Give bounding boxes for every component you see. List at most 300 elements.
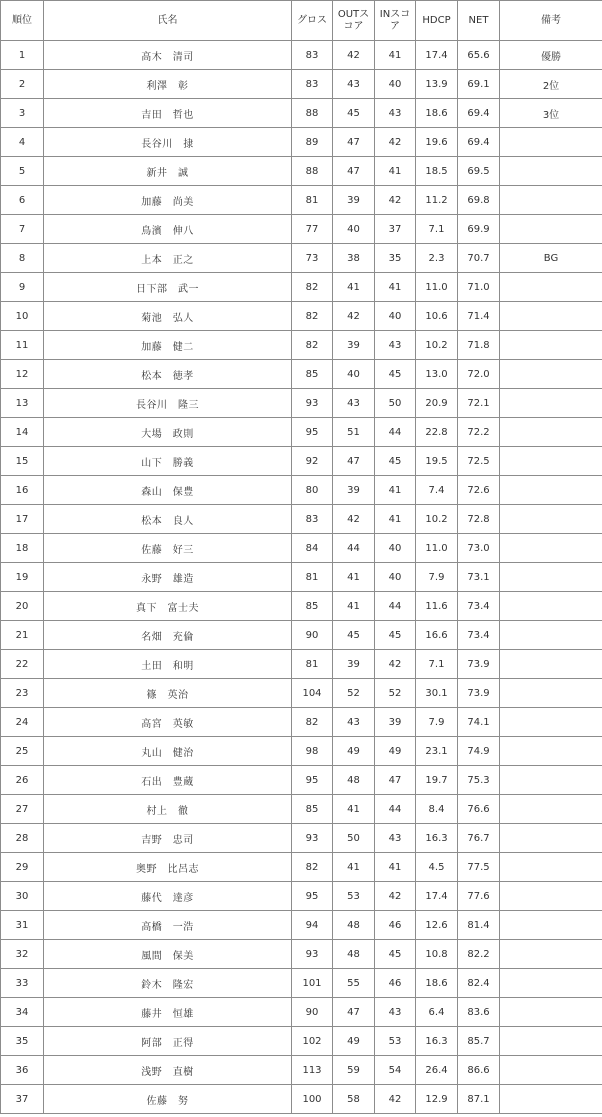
cell-hdcp: 18.6 — [416, 969, 458, 998]
cell-in-score: 47 — [375, 766, 416, 795]
cell-out-score: 47 — [333, 128, 375, 157]
cell-out-score: 47 — [333, 447, 375, 476]
table-row — [1, 331, 602, 360]
cell-note — [500, 273, 602, 302]
cell-hdcp: 7.1 — [416, 215, 458, 244]
cell-net: 70.7 — [458, 244, 500, 273]
cell-name: 佐藤 好三 — [44, 534, 292, 563]
cell-name: 丸山 健治 — [44, 737, 292, 766]
cell-out-score: 41 — [333, 563, 375, 592]
cell-rank: 21 — [1, 621, 44, 650]
cell-hdcp: 22.8 — [416, 418, 458, 447]
cell-net: 87.1 — [458, 1085, 500, 1114]
cell-hdcp: 12.6 — [416, 911, 458, 940]
table-row — [1, 766, 602, 795]
cell-net: 72.2 — [458, 418, 500, 447]
cell-gross: 102 — [292, 1027, 333, 1056]
cell-out-score: 42 — [333, 505, 375, 534]
cell-rank: 18 — [1, 534, 44, 563]
cell-gross: 84 — [292, 534, 333, 563]
cell-note: 優勝 — [500, 41, 602, 70]
cell-note — [500, 679, 602, 708]
cell-out-score: 38 — [333, 244, 375, 273]
cell-rank: 2 — [1, 70, 44, 99]
table-row — [1, 302, 602, 331]
cell-note — [500, 911, 602, 940]
cell-name: 新井 誠 — [44, 157, 292, 186]
cell-hdcp: 13.0 — [416, 360, 458, 389]
cell-hdcp: 16.3 — [416, 1027, 458, 1056]
cell-hdcp: 19.6 — [416, 128, 458, 157]
cell-name: 土田 和明 — [44, 650, 292, 679]
cell-hdcp: 17.4 — [416, 41, 458, 70]
cell-note: BG — [500, 244, 602, 273]
cell-name: 高木 清司 — [44, 41, 292, 70]
cell-name: 松本 良人 — [44, 505, 292, 534]
cell-gross: 88 — [292, 157, 333, 186]
cell-in-score: 41 — [375, 853, 416, 882]
cell-gross: 90 — [292, 621, 333, 650]
header-out-score: OUTスコア — [333, 1, 375, 41]
cell-out-score: 39 — [333, 476, 375, 505]
cell-gross: 83 — [292, 70, 333, 99]
table-row — [1, 157, 602, 186]
cell-in-score: 44 — [375, 418, 416, 447]
cell-net: 72.5 — [458, 447, 500, 476]
cell-rank: 23 — [1, 679, 44, 708]
cell-gross: 73 — [292, 244, 333, 273]
cell-net: 69.9 — [458, 215, 500, 244]
cell-gross: 95 — [292, 766, 333, 795]
cell-net: 69.4 — [458, 99, 500, 128]
cell-net: 69.1 — [458, 70, 500, 99]
cell-out-score: 47 — [333, 998, 375, 1027]
cell-gross: 89 — [292, 128, 333, 157]
cell-hdcp: 19.5 — [416, 447, 458, 476]
cell-rank: 14 — [1, 418, 44, 447]
table-row — [1, 99, 602, 128]
cell-name: 長谷川 隆三 — [44, 389, 292, 418]
cell-out-score: 39 — [333, 186, 375, 215]
cell-net: 81.4 — [458, 911, 500, 940]
cell-gross: 82 — [292, 273, 333, 302]
cell-name: 加藤 健二 — [44, 331, 292, 360]
cell-in-score: 45 — [375, 360, 416, 389]
cell-net: 73.4 — [458, 592, 500, 621]
cell-net: 82.2 — [458, 940, 500, 969]
cell-in-score: 40 — [375, 563, 416, 592]
cell-net: 73.0 — [458, 534, 500, 563]
cell-hdcp: 20.9 — [416, 389, 458, 418]
cell-name: 阿部 正得 — [44, 1027, 292, 1056]
cell-hdcp: 7.9 — [416, 563, 458, 592]
cell-gross: 95 — [292, 882, 333, 911]
cell-name: 奥野 比呂志 — [44, 853, 292, 882]
cell-name: 名畑 充倫 — [44, 621, 292, 650]
cell-rank: 36 — [1, 1056, 44, 1085]
cell-in-score: 44 — [375, 795, 416, 824]
cell-in-score: 41 — [375, 273, 416, 302]
cell-rank: 31 — [1, 911, 44, 940]
cell-in-score: 43 — [375, 99, 416, 128]
table-row — [1, 186, 602, 215]
cell-note — [500, 418, 602, 447]
cell-hdcp: 10.8 — [416, 940, 458, 969]
cell-in-score: 45 — [375, 447, 416, 476]
cell-rank: 32 — [1, 940, 44, 969]
cell-in-score: 40 — [375, 302, 416, 331]
cell-note — [500, 302, 602, 331]
cell-in-score: 42 — [375, 882, 416, 911]
cell-note: 3位 — [500, 99, 602, 128]
cell-hdcp: 11.0 — [416, 273, 458, 302]
cell-out-score: 58 — [333, 1085, 375, 1114]
cell-name: 菊池 弘人 — [44, 302, 292, 331]
cell-hdcp: 10.2 — [416, 505, 458, 534]
cell-note — [500, 621, 602, 650]
table-row — [1, 940, 602, 969]
cell-out-score: 45 — [333, 99, 375, 128]
header-rank: 順位 — [1, 1, 44, 41]
cell-in-score: 41 — [375, 505, 416, 534]
cell-out-score: 43 — [333, 70, 375, 99]
table-row — [1, 476, 602, 505]
cell-net: 65.6 — [458, 41, 500, 70]
cell-net: 74.9 — [458, 737, 500, 766]
cell-name: 風間 保美 — [44, 940, 292, 969]
cell-rank: 13 — [1, 389, 44, 418]
cell-hdcp: 7.4 — [416, 476, 458, 505]
cell-rank: 1 — [1, 41, 44, 70]
cell-rank: 12 — [1, 360, 44, 389]
cell-name: 篠 英治 — [44, 679, 292, 708]
cell-hdcp: 18.6 — [416, 99, 458, 128]
cell-name: 利澤 彰 — [44, 70, 292, 99]
table-row — [1, 128, 602, 157]
cell-hdcp: 11.6 — [416, 592, 458, 621]
cell-name: 長谷川 捸 — [44, 128, 292, 157]
cell-net: 72.1 — [458, 389, 500, 418]
cell-rank: 37 — [1, 1085, 44, 1114]
cell-gross: 77 — [292, 215, 333, 244]
cell-in-score: 46 — [375, 911, 416, 940]
cell-name: 高橋 一浩 — [44, 911, 292, 940]
cell-name: 石出 豊蔵 — [44, 766, 292, 795]
table-row — [1, 998, 602, 1027]
cell-gross: 82 — [292, 302, 333, 331]
cell-net: 73.4 — [458, 621, 500, 650]
cell-rank: 20 — [1, 592, 44, 621]
cell-in-score: 43 — [375, 331, 416, 360]
cell-rank: 25 — [1, 737, 44, 766]
cell-note — [500, 447, 602, 476]
cell-net: 73.1 — [458, 563, 500, 592]
cell-out-score: 47 — [333, 157, 375, 186]
cell-gross: 82 — [292, 331, 333, 360]
cell-name: 加藤 尚美 — [44, 186, 292, 215]
cell-note — [500, 795, 602, 824]
cell-rank: 8 — [1, 244, 44, 273]
cell-out-score: 45 — [333, 621, 375, 650]
cell-net: 76.6 — [458, 795, 500, 824]
table-row — [1, 534, 602, 563]
cell-out-score: 43 — [333, 708, 375, 737]
cell-net: 71.0 — [458, 273, 500, 302]
cell-net: 73.9 — [458, 650, 500, 679]
cell-out-score: 55 — [333, 969, 375, 998]
cell-hdcp: 18.5 — [416, 157, 458, 186]
cell-note — [500, 824, 602, 853]
cell-name: 藤代 達彦 — [44, 882, 292, 911]
cell-gross: 93 — [292, 389, 333, 418]
cell-in-score: 43 — [375, 998, 416, 1027]
cell-in-score: 53 — [375, 1027, 416, 1056]
table-row — [1, 969, 602, 998]
table-body — [1, 41, 602, 1114]
cell-hdcp: 23.1 — [416, 737, 458, 766]
cell-out-score: 49 — [333, 1027, 375, 1056]
table-row — [1, 447, 602, 476]
cell-in-score: 43 — [375, 824, 416, 853]
cell-note — [500, 1056, 602, 1085]
cell-gross: 93 — [292, 940, 333, 969]
table-row — [1, 650, 602, 679]
cell-gross: 80 — [292, 476, 333, 505]
table-row — [1, 1027, 602, 1056]
cell-net: 69.8 — [458, 186, 500, 215]
cell-note — [500, 882, 602, 911]
cell-rank: 24 — [1, 708, 44, 737]
cell-hdcp: 12.9 — [416, 1085, 458, 1114]
cell-rank: 15 — [1, 447, 44, 476]
cell-rank: 9 — [1, 273, 44, 302]
table-row — [1, 41, 602, 70]
cell-note — [500, 1027, 602, 1056]
cell-out-score: 41 — [333, 853, 375, 882]
cell-rank: 22 — [1, 650, 44, 679]
header-note: 備考 — [500, 1, 602, 41]
cell-gross: 104 — [292, 679, 333, 708]
cell-hdcp: 11.2 — [416, 186, 458, 215]
cell-hdcp: 16.6 — [416, 621, 458, 650]
table-row — [1, 389, 602, 418]
header-name: 氏名 — [44, 1, 292, 41]
table-row — [1, 911, 602, 940]
cell-hdcp: 8.4 — [416, 795, 458, 824]
cell-out-score: 44 — [333, 534, 375, 563]
table-row — [1, 1085, 602, 1114]
cell-in-score: 41 — [375, 41, 416, 70]
cell-gross: 94 — [292, 911, 333, 940]
table-row — [1, 882, 602, 911]
cell-note — [500, 389, 602, 418]
cell-in-score: 49 — [375, 737, 416, 766]
cell-out-score: 52 — [333, 679, 375, 708]
cell-net: 73.9 — [458, 679, 500, 708]
cell-name: 吉野 忠司 — [44, 824, 292, 853]
cell-gross: 85 — [292, 592, 333, 621]
cell-note — [500, 331, 602, 360]
cell-name: 永野 雄造 — [44, 563, 292, 592]
cell-rank: 27 — [1, 795, 44, 824]
cell-note — [500, 215, 602, 244]
cell-rank: 3 — [1, 99, 44, 128]
cell-in-score: 42 — [375, 650, 416, 679]
cell-note — [500, 650, 602, 679]
cell-note — [500, 853, 602, 882]
table-row — [1, 1056, 602, 1085]
cell-note — [500, 128, 602, 157]
cell-hdcp: 2.3 — [416, 244, 458, 273]
cell-note — [500, 534, 602, 563]
cell-net: 69.4 — [458, 128, 500, 157]
cell-name: 吉田 哲也 — [44, 99, 292, 128]
cell-rank: 5 — [1, 157, 44, 186]
cell-rank: 11 — [1, 331, 44, 360]
cell-note — [500, 1085, 602, 1114]
cell-gross: 93 — [292, 824, 333, 853]
cell-net: 85.7 — [458, 1027, 500, 1056]
cell-out-score: 40 — [333, 215, 375, 244]
cell-rank: 30 — [1, 882, 44, 911]
cell-rank: 19 — [1, 563, 44, 592]
cell-note — [500, 766, 602, 795]
cell-hdcp: 13.9 — [416, 70, 458, 99]
cell-net: 83.6 — [458, 998, 500, 1027]
cell-hdcp: 30.1 — [416, 679, 458, 708]
cell-name: 森山 保豊 — [44, 476, 292, 505]
cell-in-score: 46 — [375, 969, 416, 998]
cell-name: 村上 徹 — [44, 795, 292, 824]
cell-gross: 83 — [292, 505, 333, 534]
header-hdcp: HDCP — [416, 1, 458, 41]
cell-name: 佐藤 努 — [44, 1085, 292, 1114]
cell-gross: 100 — [292, 1085, 333, 1114]
table-row — [1, 795, 602, 824]
table-row — [1, 244, 602, 273]
cell-rank: 6 — [1, 186, 44, 215]
cell-name: 高宮 英敏 — [44, 708, 292, 737]
cell-net: 71.4 — [458, 302, 500, 331]
cell-note — [500, 969, 602, 998]
cell-hdcp: 7.9 — [416, 708, 458, 737]
cell-out-score: 48 — [333, 911, 375, 940]
cell-out-score: 48 — [333, 940, 375, 969]
table-row — [1, 621, 602, 650]
header-in-score: INスコア — [375, 1, 416, 41]
cell-out-score: 59 — [333, 1056, 375, 1085]
cell-net: 82.4 — [458, 969, 500, 998]
cell-out-score: 43 — [333, 389, 375, 418]
table-row — [1, 563, 602, 592]
cell-net: 69.5 — [458, 157, 500, 186]
cell-net: 75.3 — [458, 766, 500, 795]
cell-name: 上本 正之 — [44, 244, 292, 273]
cell-in-score: 52 — [375, 679, 416, 708]
cell-name: 日下部 武一 — [44, 273, 292, 302]
cell-gross: 85 — [292, 360, 333, 389]
header-row — [1, 1, 602, 41]
cell-rank: 29 — [1, 853, 44, 882]
cell-hdcp: 10.6 — [416, 302, 458, 331]
cell-gross: 81 — [292, 650, 333, 679]
cell-in-score: 45 — [375, 621, 416, 650]
cell-hdcp: 6.4 — [416, 998, 458, 1027]
table-row — [1, 708, 602, 737]
cell-rank: 17 — [1, 505, 44, 534]
cell-gross: 82 — [292, 708, 333, 737]
cell-name: 浅野 直樹 — [44, 1056, 292, 1085]
table-row — [1, 360, 602, 389]
cell-out-score: 48 — [333, 766, 375, 795]
cell-in-score: 41 — [375, 157, 416, 186]
cell-gross: 82 — [292, 853, 333, 882]
cell-out-score: 41 — [333, 273, 375, 302]
cell-out-score: 51 — [333, 418, 375, 447]
cell-gross: 81 — [292, 563, 333, 592]
cell-out-score: 39 — [333, 650, 375, 679]
cell-rank: 16 — [1, 476, 44, 505]
table-row — [1, 215, 602, 244]
cell-hdcp: 10.2 — [416, 331, 458, 360]
cell-hdcp: 4.5 — [416, 853, 458, 882]
cell-hdcp: 19.7 — [416, 766, 458, 795]
cell-gross: 90 — [292, 998, 333, 1027]
cell-out-score: 41 — [333, 795, 375, 824]
table-row — [1, 679, 602, 708]
cell-out-score: 49 — [333, 737, 375, 766]
cell-net: 72.8 — [458, 505, 500, 534]
cell-in-score: 45 — [375, 940, 416, 969]
table-row — [1, 273, 602, 302]
cell-note — [500, 360, 602, 389]
cell-net: 77.5 — [458, 853, 500, 882]
cell-name: 大場 政則 — [44, 418, 292, 447]
cell-hdcp: 17.4 — [416, 882, 458, 911]
cell-name: 鈴木 隆宏 — [44, 969, 292, 998]
cell-in-score: 37 — [375, 215, 416, 244]
cell-in-score: 40 — [375, 70, 416, 99]
cell-in-score: 41 — [375, 476, 416, 505]
cell-net: 77.6 — [458, 882, 500, 911]
cell-hdcp: 11.0 — [416, 534, 458, 563]
cell-note — [500, 737, 602, 766]
cell-net: 72.0 — [458, 360, 500, 389]
cell-note: 2位 — [500, 70, 602, 99]
cell-hdcp: 26.4 — [416, 1056, 458, 1085]
cell-note — [500, 186, 602, 215]
table-row — [1, 505, 602, 534]
cell-gross: 101 — [292, 969, 333, 998]
cell-name: 藤井 恒雄 — [44, 998, 292, 1027]
cell-note — [500, 157, 602, 186]
table-row — [1, 70, 602, 99]
cell-out-score: 42 — [333, 41, 375, 70]
table-row — [1, 418, 602, 447]
cell-gross: 92 — [292, 447, 333, 476]
header-net: NET — [458, 1, 500, 41]
cell-note — [500, 592, 602, 621]
cell-in-score: 39 — [375, 708, 416, 737]
cell-gross: 81 — [292, 186, 333, 215]
cell-out-score: 50 — [333, 824, 375, 853]
cell-note — [500, 563, 602, 592]
cell-gross: 83 — [292, 41, 333, 70]
cell-out-score: 39 — [333, 331, 375, 360]
cell-in-score: 50 — [375, 389, 416, 418]
cell-rank: 4 — [1, 128, 44, 157]
cell-name: 松本 徳孝 — [44, 360, 292, 389]
